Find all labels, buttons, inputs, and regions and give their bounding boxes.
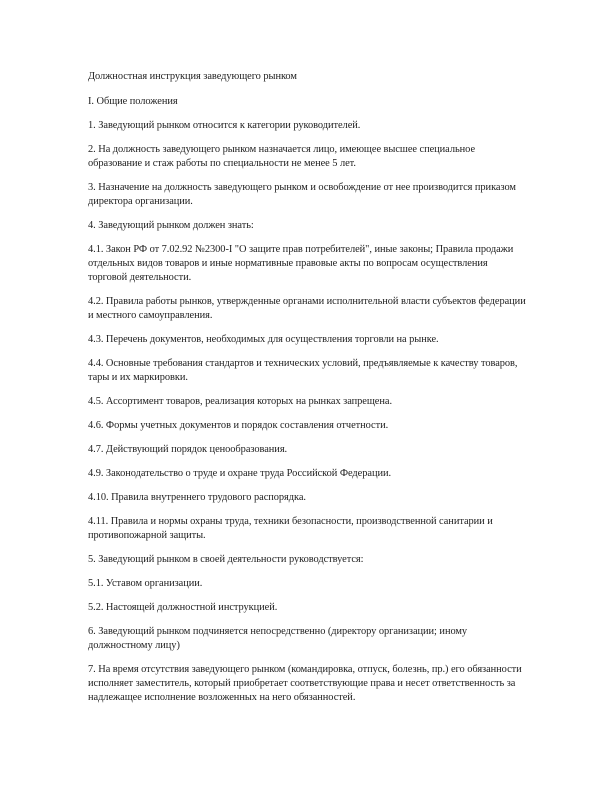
section-heading-general: I. Общие положения	[88, 96, 178, 107]
paragraph-4-2: 4.2. Правила работы рынков, утвержденные органами исполнительной власти субъектов федерации и местного самоуправления.	[88, 296, 526, 321]
paragraph-5: 5. Заведующий рынком в своей деятельности руководствуется:	[88, 554, 364, 565]
document-page	[88, 70, 528, 715]
paragraph-7: 7. На время отсутствия заведующего рынком (командировка, отпуск, болезнь, пр.) его обязанности исполняет заместитель, который приобретает соответствующие права и несет ответственность за надлежащее исполнение возложенных на него обязанностей.	[88, 664, 522, 703]
paragraph-4-6: 4.6. Формы учетных документов и порядок составления отчетности.	[88, 420, 389, 431]
paragraph-6: 6. Заведующий рынком подчиняется непосредственно (директору организации; иному должностному лицу)	[88, 626, 468, 651]
paragraph-4-7: 4.7. Действующий порядок ценообразования.	[88, 444, 288, 455]
paragraph-4-1: 4.1. Закон РФ от 7.02.92 №2300-I "О защите прав потребителей", иные законы; Правила продажи отдельных видов товаров и иные нормативные правовые акты по вопросам осуществления торговой деятельности.	[88, 244, 514, 283]
paragraph-2: 2. На должность заведующего рынком назначается лицо, имеющее высшее специальное образование и стаж работы по специальности не менее 5 лет.	[88, 144, 476, 169]
paragraph-5-2: 5.2. Настоящей должностной инструкцией.	[88, 602, 278, 613]
document-title: Должностная инструкция заведующего рынком	[88, 71, 297, 82]
paragraph-1: 1. Заведующий рынком относится к категории руководителей.	[88, 120, 361, 131]
paragraph-4-10: 4.10. Правила внутреннего трудового распорядка.	[88, 492, 306, 503]
paragraph-4-11: 4.11. Правила и нормы охраны труда, техники безопасности, производственной санитарии и противопожарной защиты.	[88, 516, 493, 541]
paragraph-4-4: 4.4. Основные требования стандартов и технических условий, предъявляемые к качеству товаров, тары и их маркировки.	[88, 358, 518, 383]
paragraph-3: 3. Назначение на должность заведующего рынком и освобождение от нее производится приказом директора организации.	[88, 182, 516, 207]
paragraph-4-3: 4.3. Перечень документов, необходимых для осуществления торговли на рынке.	[88, 334, 439, 345]
paragraph-4: 4. Заведующий рынком должен знать:	[88, 220, 254, 231]
paragraph-5-1: 5.1. Уставом организации.	[88, 578, 203, 589]
paragraph-4-5: 4.5. Ассортимент товаров, реализация которых на рынках запрещена.	[88, 396, 392, 407]
paragraph-4-9: 4.9. Законодательство о труде и охране труда Российской Федерации.	[88, 468, 392, 479]
